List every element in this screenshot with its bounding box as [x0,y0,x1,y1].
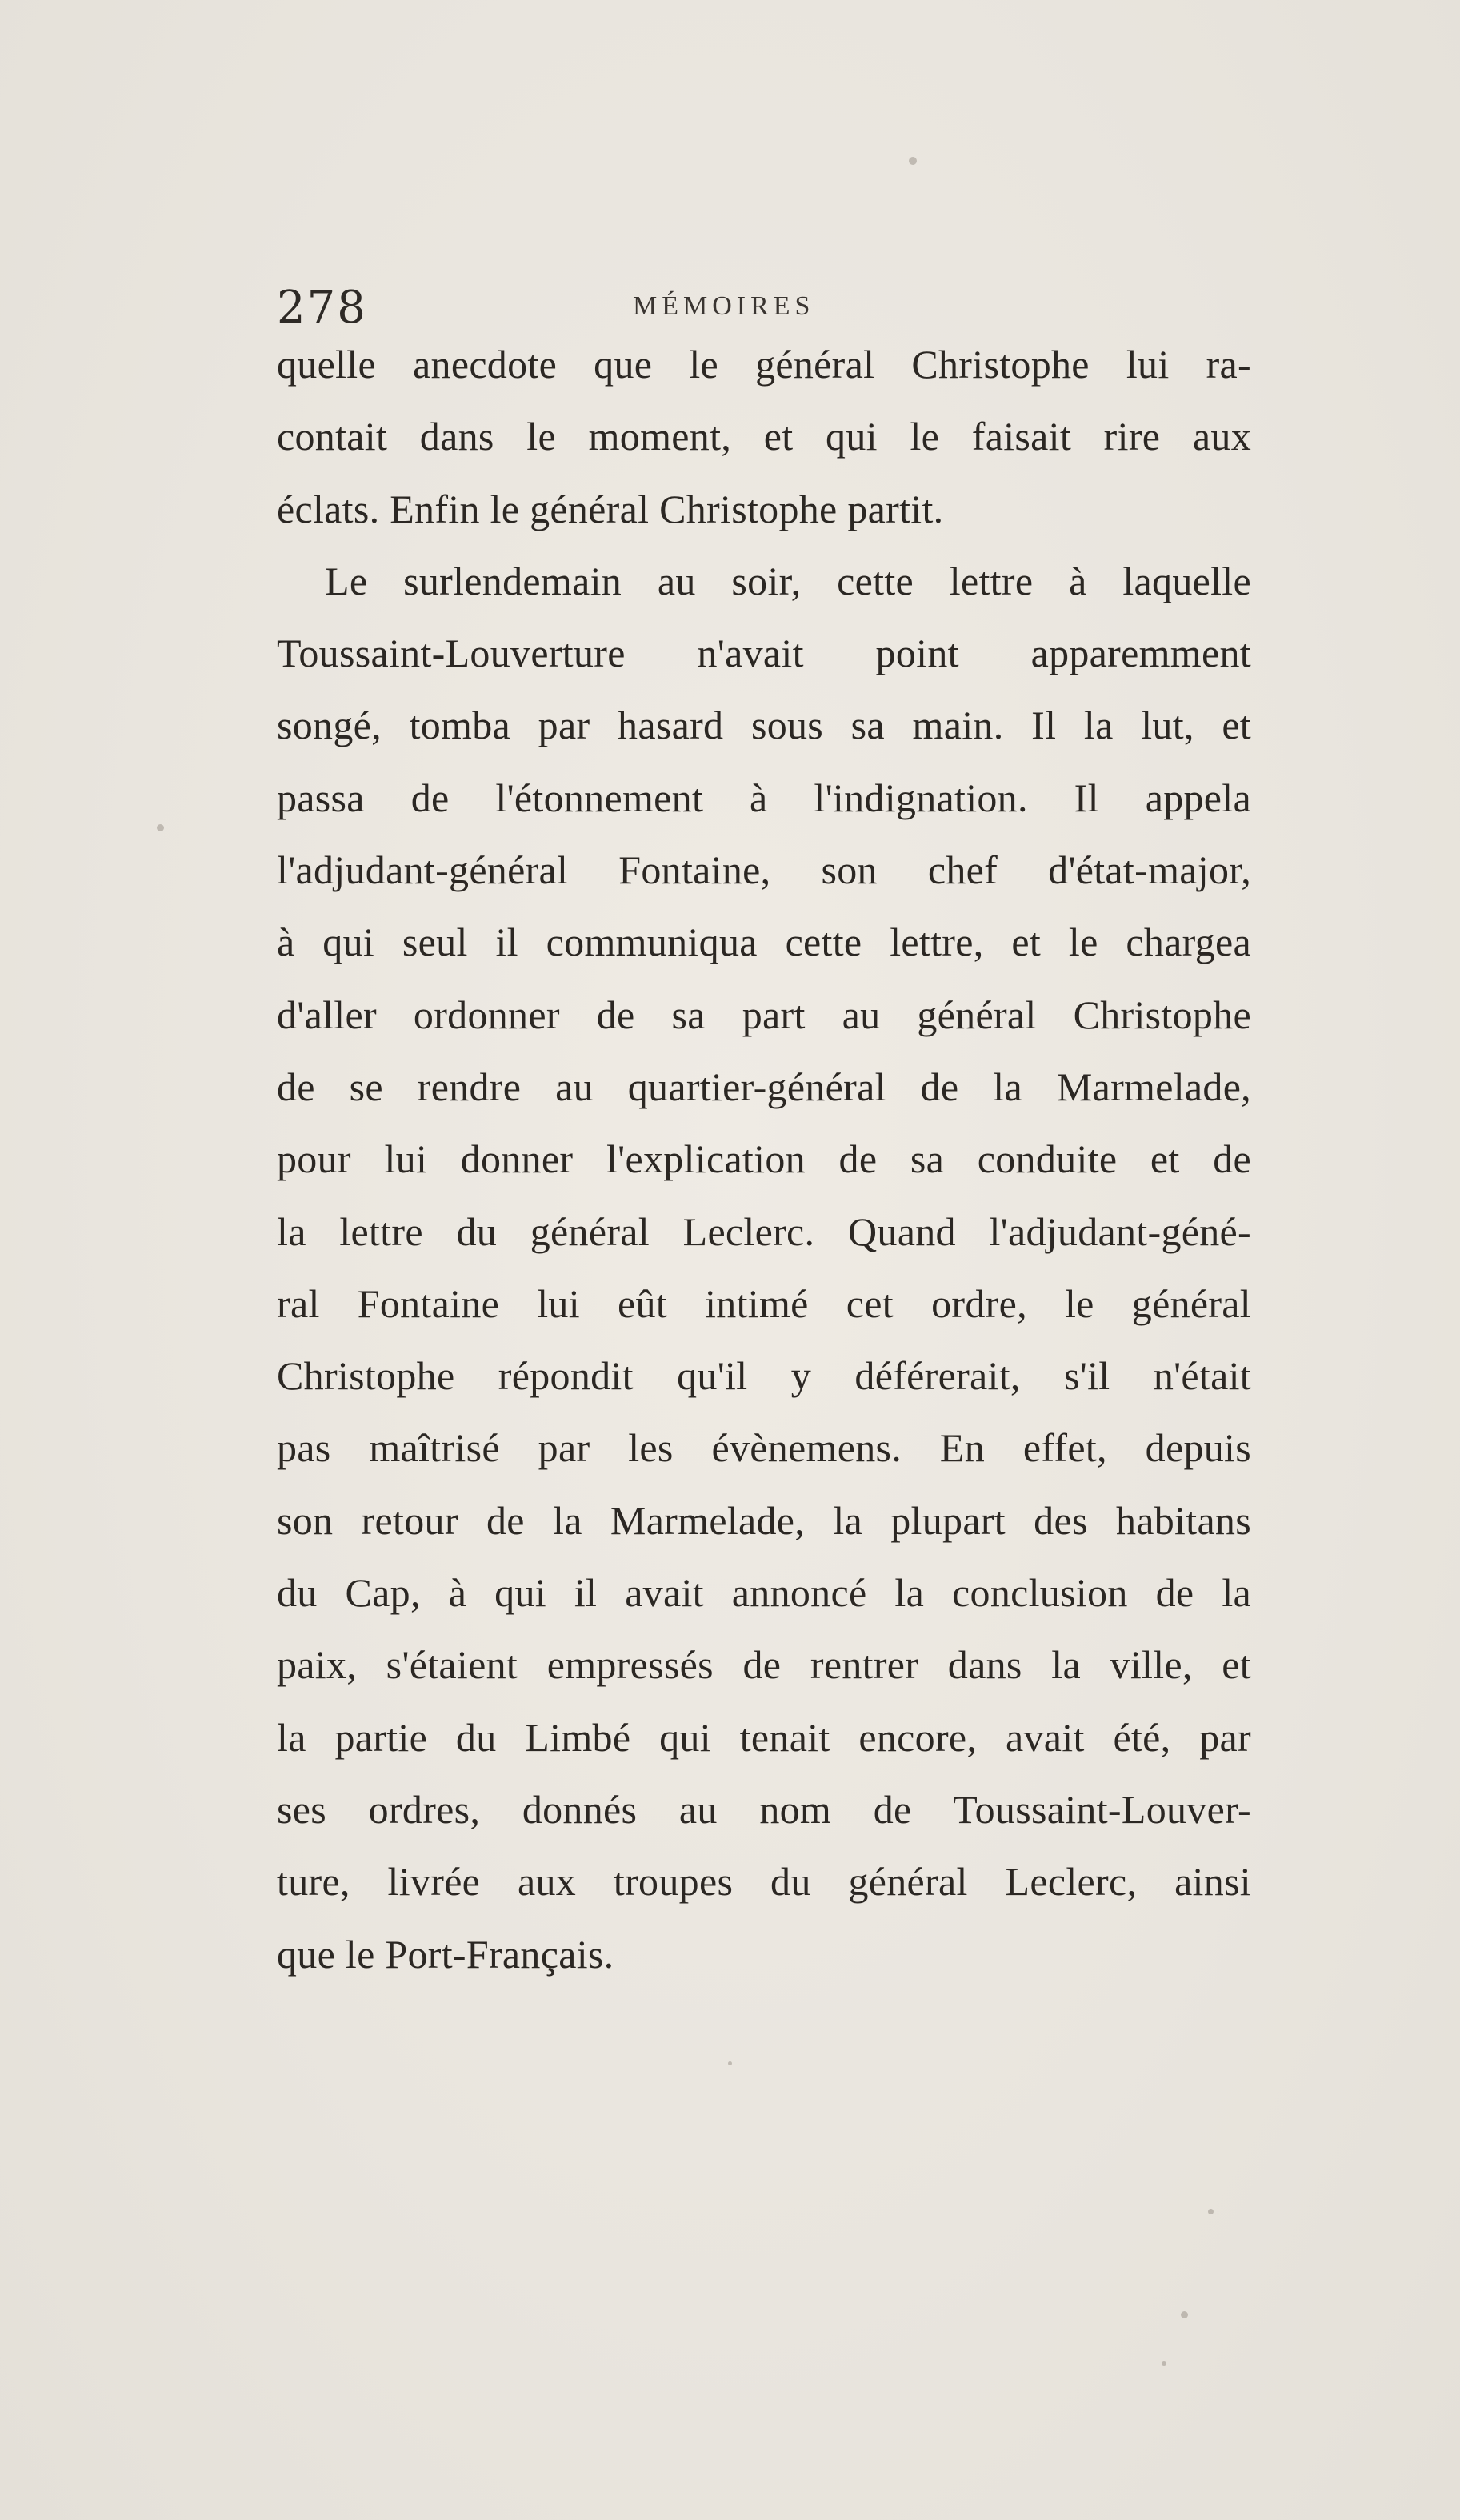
text-line: la lettre du général Leclerc. Quand l'adjudant-géné- [277,1208,1251,1254]
text-line: éclats. Enfin le général Christophe partit. [277,486,944,531]
paper-speck [1162,2361,1166,2366]
page-number: 278 [277,282,367,334]
running-title: MÉMOIRES [633,291,815,321]
paper-speck [1208,2209,1214,2214]
paper-speck [909,157,917,165]
text-line: ture, livrée aux troupes du général Leclerc, ainsi [277,1859,1251,1905]
paper-speck [157,824,164,831]
text-line: contait dans le moment, et qui le faisait rire aux [277,414,1251,459]
text-line: l'adjudant-général Fontaine, son chef d'état-major, [277,847,1251,893]
text-line: la partie du Limbé qui tenait encore, avait été, par [277,1714,1251,1760]
text-line: Christophe répondit qu'il y déférerait, s'il n'était [277,1353,1251,1399]
paper-speck [1181,2311,1188,2318]
body-text [277,328,1251,1990]
text-line: quelle anecdote que le général Christophe lui ra- [277,342,1251,387]
text-line: ral Fontaine lui eût intimé cet ordre, le général [277,1280,1251,1326]
text-line: pour lui donner l'explication de sa conduite et de [277,1136,1251,1182]
text-line: que le Port-Français. [277,1931,614,1977]
text-line: songé, tomba par hasard sous sa main. Il la lut, et [277,703,1251,748]
text-line: paix, s'étaient empressés de rentrer dans la ville, et [277,1642,1251,1688]
text-line: à qui seul il communiqua cette lettre, et le chargea [277,919,1251,965]
text-line: du Cap, à qui il avait annoncé la conclusion de la [277,1570,1251,1616]
text-line: son retour de la Marmelade, la plupart des habitans [277,1497,1251,1543]
text-line: de se rendre au quartier-général de la Marmelade, [277,1064,1251,1109]
paper-speck [728,2061,732,2065]
text-line: d'aller ordonner de sa part au général Christophe [277,992,1251,1037]
text-line: passa de l'étonnement à l'indignation. Il appela [277,775,1251,820]
text-line: ses ordres, donnés au nom de Toussaint-Louver- [277,1786,1251,1832]
text-line: Toussaint-Louverture n'avait point apparemment [277,631,1251,676]
text-line: pas maîtrisé par les évènemens. En effet, depuis [277,1425,1251,1471]
text-line: Le surlendemain au soir, cette lettre à laquelle [325,558,1251,603]
